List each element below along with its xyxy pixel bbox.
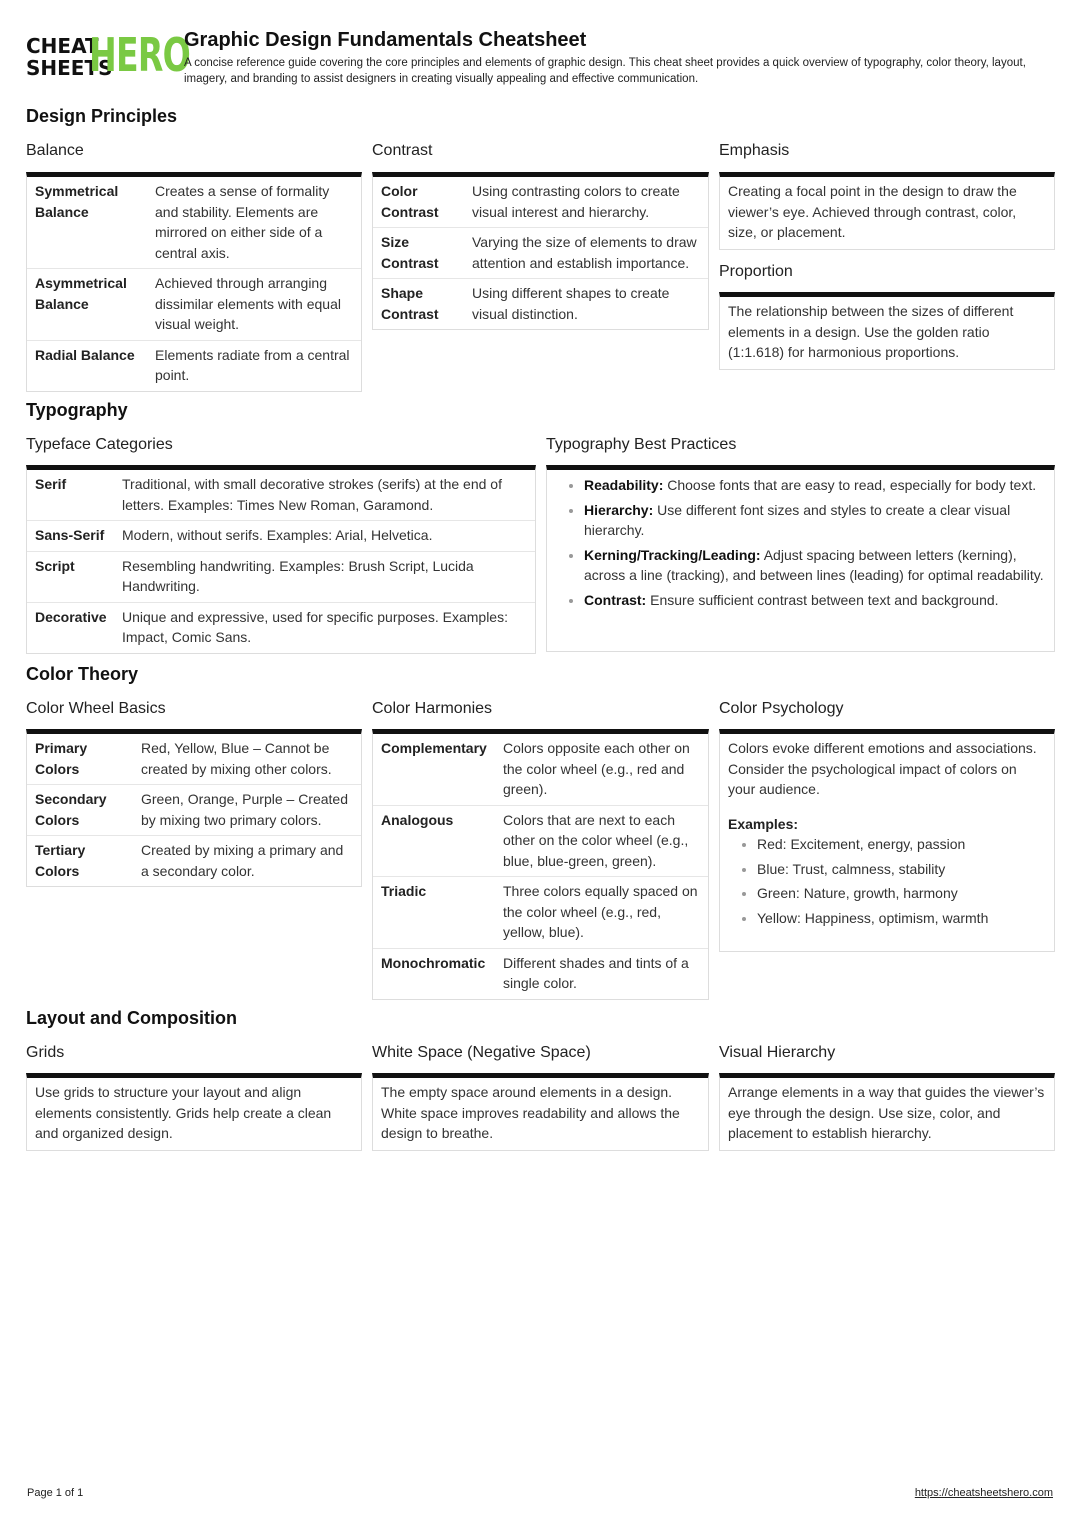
row-description: Colors that are next to each other on the color wheel (e.g., blue, blue-green, green). xyxy=(503,811,689,869)
page-number: Page 1 of 1 xyxy=(27,1487,84,1499)
card-title-emphasis: Emphasis xyxy=(719,142,790,159)
row-term: Monochromatic xyxy=(381,954,486,971)
row-term: Shape Contrast xyxy=(381,285,439,322)
row-term: Primary Colors xyxy=(35,740,88,777)
list-item: • Readability: Choose fonts that are easy to read, especially for body text. xyxy=(584,475,1046,496)
card-title-typography-best-practices: Typography Best Practices xyxy=(546,436,737,453)
card-proportion xyxy=(719,292,1055,370)
card-title-contrast: Contrast xyxy=(372,142,433,159)
table-row xyxy=(373,949,708,999)
card-balance xyxy=(26,172,362,392)
row-term: Script xyxy=(35,557,75,574)
card-title-white-space: White Space (Negative Space) xyxy=(372,1044,591,1061)
row-description: Different shades and tints of a single color. xyxy=(503,954,689,991)
row-term: Secondary Colors xyxy=(35,791,107,828)
visual-hierarchy-text: Arrange elements in a way that guides the viewer’s eye through the design. Use size, color, and placement to establish hierarchy. xyxy=(728,1084,1045,1141)
table-row xyxy=(27,521,535,552)
proportion-text: The relationship between the sizes of different elements in a design. Use the golden ratio (1:1.618) for harmonious proportions. xyxy=(728,303,1014,360)
list-item: • Kerning/Tracking/Leading: Adjust spacing between letters (kerning), across a line (tracking), and between lines (leading) for optimal readability. xyxy=(584,545,1046,586)
list-item: • Green: Nature, growth, harmony xyxy=(757,883,1046,904)
card-emphasis xyxy=(719,172,1055,250)
list-item: • Red: Excitement, energy, passion xyxy=(757,834,1046,855)
card-grids xyxy=(26,1073,362,1151)
section-title-layout: Layout and Composition xyxy=(26,1008,237,1028)
section-title-design-principles: Design Principles xyxy=(26,106,178,126)
row-description: Modern, without serifs. Examples: Arial, Helvetica. xyxy=(122,527,433,543)
card-title-typeface-categories: Typeface Categories xyxy=(26,436,173,453)
logo-hero: HERO xyxy=(89,28,191,82)
row-description: Resembling handwriting. Examples: Brush Script, Lucida Handwriting. xyxy=(122,557,474,594)
row-description: Green, Orange, Purple – Created by mixing two primary colors. xyxy=(141,791,349,828)
card-white-space xyxy=(372,1073,709,1151)
white-space-text: The empty space around elements in a design. White space improves readability and allows the design to breathe. xyxy=(381,1084,680,1141)
table-row xyxy=(27,552,535,603)
section-title-typography: Typography xyxy=(26,400,128,420)
row-description: Elements radiate from a central point. xyxy=(155,346,350,383)
cheatsheetshero-logo xyxy=(26,28,191,83)
card-typeface-categories xyxy=(26,465,536,654)
card-title-color-wheel-basics: Color Wheel Basics xyxy=(26,700,166,717)
table-row xyxy=(373,806,708,878)
card-title-visual-hierarchy: Visual Hierarchy xyxy=(719,1044,836,1061)
card-contrast xyxy=(372,172,709,330)
table-row xyxy=(27,603,535,653)
row-term: Symmetrical Balance xyxy=(35,183,119,220)
card-title-color-psychology: Color Psychology xyxy=(719,700,844,717)
row-term: Size Contrast xyxy=(381,234,439,271)
row-description: Red, Yellow, Blue – Cannot be created by mixing other colors. xyxy=(141,740,332,777)
list-item: • Contrast: Ensure sufficient contrast between text and background. xyxy=(584,590,1046,611)
row-description: Unique and expressive, used for specific purposes. Examples: Impact, Comic Sans. xyxy=(122,608,508,645)
table-row xyxy=(27,269,361,341)
card-visual-hierarchy xyxy=(719,1073,1055,1151)
row-description: Using different shapes to create visual distinction. xyxy=(472,285,670,322)
card-color-wheel-basics xyxy=(26,729,362,887)
table-row xyxy=(27,734,361,785)
logo-line-sheets: SHEETS xyxy=(26,56,113,80)
row-description: Three colors equally spaced on the color wheel (e.g., red, yellow, blue). xyxy=(503,883,698,940)
table-row xyxy=(27,470,535,521)
row-description: Using contrasting colors to create visual interest and hierarchy. xyxy=(472,183,680,220)
list-item: • Yellow: Happiness, optimism, warmth xyxy=(757,908,1046,929)
color-psychology-examples xyxy=(720,834,1054,937)
logo-line-cheat: CHEAT xyxy=(26,34,99,58)
card-typography-best-practices xyxy=(546,465,1055,652)
table-row xyxy=(27,177,361,269)
row-term: Triadic xyxy=(381,883,427,899)
table-row xyxy=(27,836,361,886)
row-description: Colors opposite each other on the color wheel (e.g., red and green). xyxy=(503,740,690,797)
card-title-proportion: Proportion xyxy=(719,263,793,280)
examples-label: Examples: xyxy=(728,815,799,832)
row-term: Asymmetrical Balance xyxy=(35,275,127,312)
row-term: Tertiary Colors xyxy=(35,842,86,879)
row-description: Achieved through arranging dissimilar elements with equal visual weight. xyxy=(155,275,341,332)
row-description: Created by mixing a primary and a secondary color. xyxy=(141,842,344,879)
row-term: Color Contrast xyxy=(381,183,439,220)
row-description: Varying the size of elements to draw attention and establish importance. xyxy=(472,234,697,271)
table-row xyxy=(27,785,361,836)
best-practices-list xyxy=(547,470,1054,619)
table-row xyxy=(373,279,708,329)
table-row xyxy=(373,228,708,279)
card-title-grids: Grids xyxy=(26,1044,65,1061)
row-description: Traditional, with small decorative strokes (serifs) at the end of letters. Examples: Times New Roman, Garamond. xyxy=(122,476,502,513)
table-row xyxy=(373,877,708,949)
list-item: • Hierarchy: Use different font sizes and styles to create a clear visual hierarchy. xyxy=(584,500,1046,541)
table-row xyxy=(373,177,708,228)
section-title-color-theory: Color Theory xyxy=(26,664,139,684)
row-term: Complementary xyxy=(381,740,487,756)
footer-link[interactable]: https://cheatsheetshero.com xyxy=(914,1487,1053,1499)
page-description: A concise reference guide covering the core principles and elements of graphic design. This cheat sheet provides a quick overview of typography, color theory, layout, imagery, and branding to assist designers in creating visually appealing and effective communication. xyxy=(184,57,1026,85)
card-title-balance: Balance xyxy=(26,142,84,159)
row-term: Radial Balance xyxy=(35,346,135,363)
row-description: Creates a sense of formality and stability. Elements are mirrored on either side of a central axis. xyxy=(155,183,330,261)
page-title: Graphic Design Fundamentals Cheatsheet xyxy=(184,29,587,51)
card-color-harmonies xyxy=(372,729,709,1000)
table-row xyxy=(27,341,361,391)
grids-text: Use grids to structure your layout and align elements consistently. Grids help create a clean and organized design. xyxy=(35,1084,332,1141)
card-title-color-harmonies: Color Harmonies xyxy=(372,700,493,717)
row-term: Analogous xyxy=(381,811,454,828)
row-term: Sans-Serif xyxy=(35,527,105,543)
card-color-psychology xyxy=(719,729,1055,952)
row-term: Serif xyxy=(35,476,67,492)
table-row xyxy=(373,734,708,806)
color-psychology-text: Colors evoke different emotions and associations. Consider the psychological impact of colors on your audience. xyxy=(728,740,1037,797)
row-term: Decorative xyxy=(35,608,107,625)
list-item: • Blue: Trust, calmness, stability xyxy=(757,859,1046,880)
emphasis-text: Creating a focal point in the design to draw the viewer’s eye. Achieved through contrast, color, size, or placement. xyxy=(728,183,1017,240)
